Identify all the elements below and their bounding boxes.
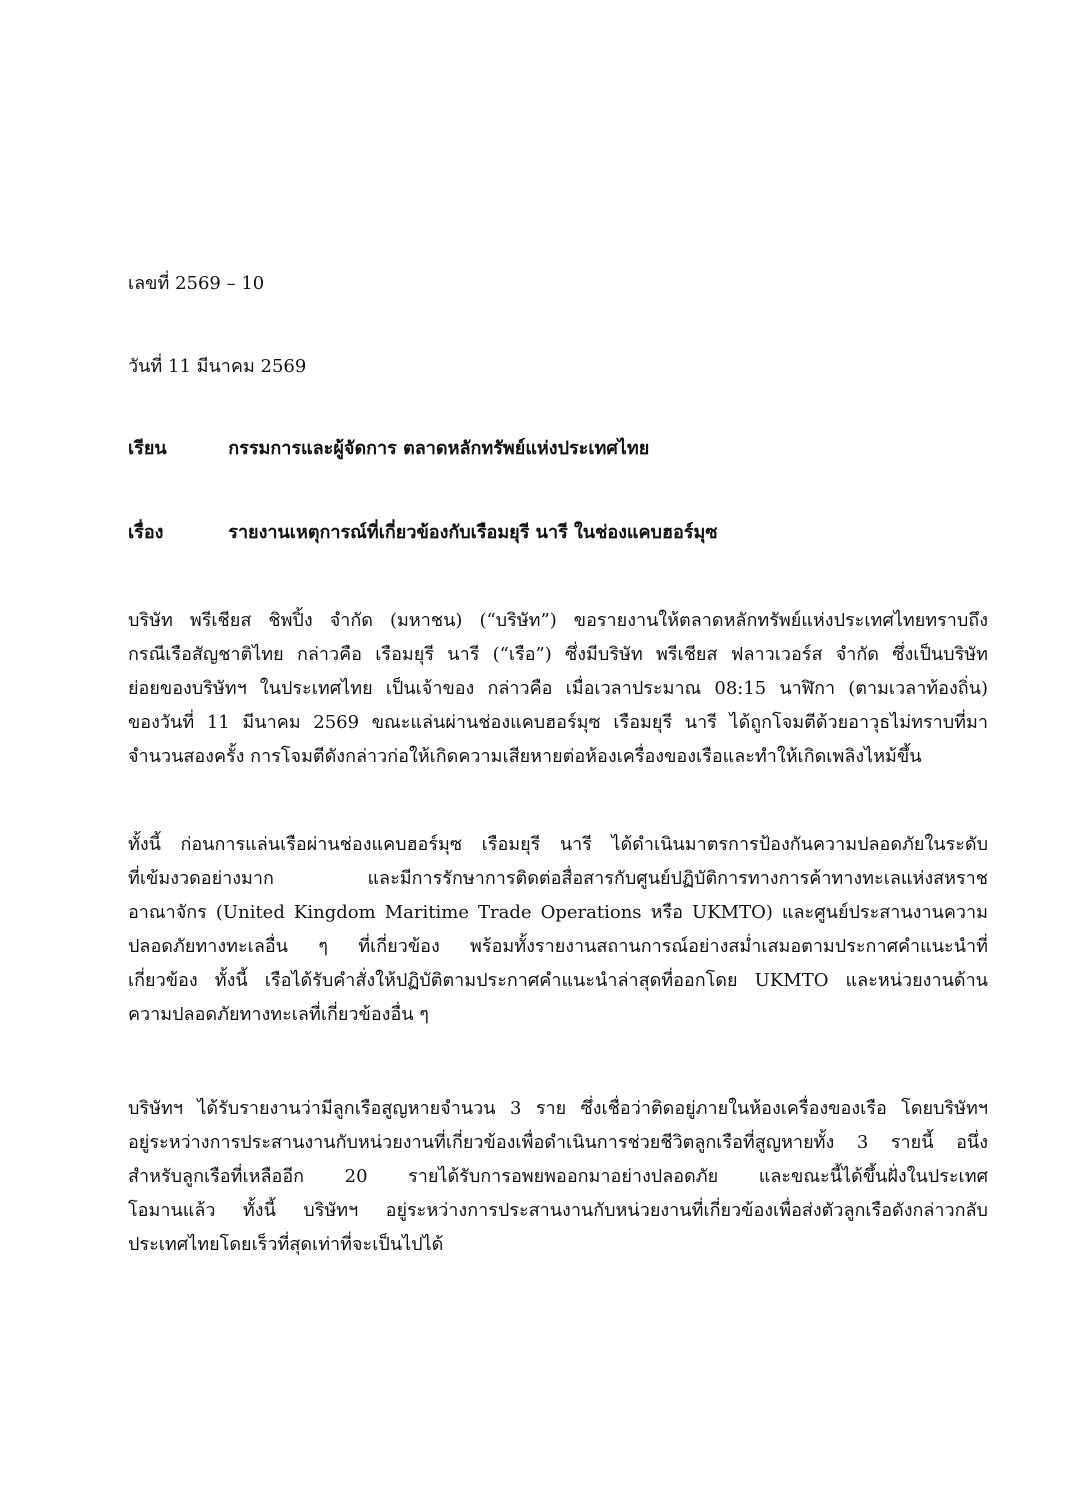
recipient-row	[128, 437, 649, 461]
paragraph-line: จำนวนสองครั้ง การโจมตีดังกล่าวก่อให้เกิดความเสียหายต่อห้องเครื่องของเรือและทำให้เกิดเพลิงไหม้ขึ้น	[128, 746, 922, 767]
paragraph-line: อาณาจักร (United Kingdom Maritime Trade Operations หรือ UKMTO) และศูนย์ประสานงานความ	[128, 902, 988, 923]
paragraph-line: บริษัท พรีเชียส ชิพปิ้ง จำกัด (มหาชน) (“บริษัท”) ขอรายงานให้ตลาดหลักทรัพย์แห่งประเทศไทยทราบถึง	[128, 610, 988, 631]
paragraph-line: เกี่ยวข้อง ทั้งนี้ เรือได้รับคำสั่งให้ปฏิบัติตามประกาศคำแนะนำล่าสุดที่ออกโดย UKMTO และหน่วยงานด้าน	[128, 970, 988, 991]
paragraph-line: ที่เข้มงวดอย่างมาก และมีการรักษาการติดต่อสื่อสารกับศูนย์ปฏิบัติการทางการค้าทางทะเลแห่งสหราช	[128, 868, 988, 889]
paragraph-line: โอมานแล้ว ทั้งนี้ บริษัทฯ อยู่ระหว่างการประสานงานกับหน่วยงานที่เกี่ยวข้องเพื่อส่งตัวลูกเรือดังกล่าวกลับ	[128, 1200, 988, 1221]
paragraph-line: ประเทศไทยโดยเร็วที่สุดเท่าที่จะเป็นไปได้	[128, 1234, 444, 1255]
recipient-label: เรียน	[128, 438, 167, 459]
paragraph-line: ความปลอดภัยทางทะเลที่เกี่ยวข้องอื่น ๆ	[128, 1004, 429, 1025]
paragraph-incident	[128, 604, 988, 774]
paragraph-line: สำหรับลูกเรือที่เหลืออีก 20 รายได้รับการอพยพออกมาอย่างปลอดภัย และขณะนี้ได้ขึ้นฝั่งในประเทศ	[128, 1166, 988, 1187]
paragraph-line: ย่อยของบริษัทฯ ในประเทศไทย เป็นเจ้าของ กล่าวคือ เมื่อเวลาประมาณ 08:15 นาฬิกา (ตามเวลาท้องถิ่น)	[128, 678, 988, 699]
paragraph-safety-measures	[128, 828, 988, 1032]
document-date: วันที่ 11 มีนาคม 2569	[128, 356, 307, 377]
paragraph-crew-status	[128, 1092, 988, 1262]
subject-row	[128, 521, 718, 545]
paragraph-line: กรณีเรือสัญชาติไทย กล่าวคือ เรือมยุรี นารี (“เรือ”) ซึ่งมีบริษัท พรีเชียส ฟลาวเวอร์ส จำกัด ซึ่งเป็นบริษัท	[128, 644, 988, 665]
document-number: เลขที่ 2569 – 10	[128, 273, 265, 294]
subject-value: รายงานเหตุการณ์ที่เกี่ยวข้องกับเรือมยุรี นารี ในช่องแคบฮอร์มุซ	[228, 522, 718, 543]
subject-label: เรื่อง	[128, 522, 164, 543]
paragraph-line: บริษัทฯ ได้รับรายงานว่ามีลูกเรือสูญหายจำนวน 3 ราย ซึ่งเชื่อว่าติดอยู่ภายในห้องเครื่องของเรือ โดยบริษัทฯ	[128, 1098, 988, 1119]
recipient-value: กรรมการและผู้จัดการ ตลาดหลักทรัพย์แห่งประเทศไทย	[228, 438, 650, 459]
paragraph-line: ของวันที่ 11 มีนาคม 2569 ขณะแล่นผ่านช่องแคบฮอร์มุซ เรือมยุรี นารี ได้ถูกโจมตีด้วยอาวุธไม่ทราบที่มา	[128, 712, 988, 733]
paragraph-line: ทั้งนี้ ก่อนการแล่นเรือผ่านช่องแคบฮอร์มุซ เรือมยุรี นารี ได้ดำเนินมาตรการป้องกันความปลอดภัยในระดับ	[128, 834, 988, 855]
paragraph-line: อยู่ระหว่างการประสานงานกับหน่วยงานที่เกี่ยวข้องเพื่อดำเนินการช่วยชีวิตลูกเรือที่สูญหายทั้ง 3 รายนี้ อนึ่ง	[128, 1132, 988, 1153]
paragraph-line: ปลอดภัยทางทะเลอื่น ๆ ที่เกี่ยวข้อง พร้อมทั้งรายงานสถานการณ์อย่างสม่ำเสมอตามประกาศคำแนะนำที่	[128, 936, 988, 957]
